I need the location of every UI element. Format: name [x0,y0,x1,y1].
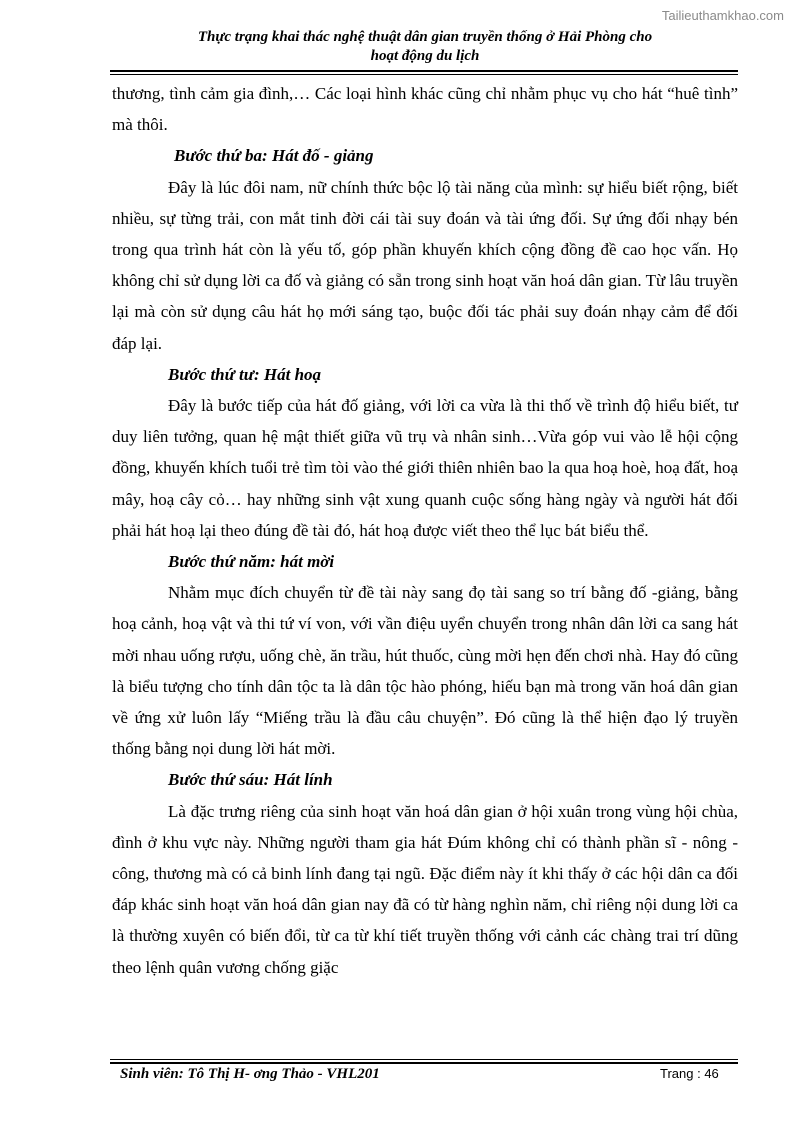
paragraph-continued: thương, tình cảm gia đình,… Các loại hình khác cũng chỉ nhằm phục vụ cho hát “huê tình” mà thôi. [112,84,738,135]
section-heading-hat-moi: Bước thứ năm: hát mời [168,552,335,572]
section-heading-hat-linh: Bước thứ sáu: Hát lính [168,770,333,790]
page-number: Trang : 46 [660,1066,719,1081]
header-title-line2: hoạt động du lịch [370,48,480,64]
section-heading-hat-hoa: Bước thứ tư: Hát hoạ [168,364,322,384]
paragraph-hat-linh: Là đặc trưng riêng của sinh hoạt văn hoá dân gian ở hội xuân trong vùng hội chùa, đình ở khu vực này. Những người tham gia hát Đúm không chỉ có thành phần sĩ - nông - công, thương mà có cả binh lính đang tại ngũ. Đặc điểm này ít khi thấy ở các hội dân ca đối đáp khác sinh hoạt văn hoá dân gian nay đã có từ hàng nghìn năm, chỉ riêng nội dung lời ca là thường xuyên có biến đổi, từ ca từ khí tiết truyền thống với cảnh các chàng trai trí dũng theo lệnh quân vương chống giặc [112,801,738,977]
running-header [110,28,740,66]
header-title-line1: Thực trạng khai thác nghệ thuật dân gian truyền thống ở Hải Phòng cho [197,29,653,45]
paragraph-hat-do-giang: Đây là lúc đôi nam, nữ chính thức bộc lộ tài năng của mình: sự hiểu biết rộng, biết nhiều, sự từng trải, con mắt tinh đời cái tài suy đoán và tài ứng đối. Sự ứng đối nhạy bén trong qua trình hát còn là yếu tố, góp phần khuyến khích cộng đồng đề cao học vấn. Họ không chỉ sử dụng lời ca đố và giảng có sẵn trong sinh hoạt văn hoá dân gian. Từ lâu truyền lại mà còn sử dụng câu hát họ mới sáng tạo, buộc đối tác phải suy đoán nhạy cảm để đối đáp lại. [112,177,738,353]
footer-rule [110,1059,738,1064]
watermark: Tailieuthamkhao.com [661,8,784,23]
header-rule [110,70,738,75]
section-heading-hat-do-giang: Bước thứ ba: Hát đố - giảng [174,146,374,166]
footer-author: Sinh viên: Tô Thị H- ơng Thảo - VHL201 [120,1066,380,1082]
paragraph-hat-moi: Nhằm mục đích chuyển từ đề tài này sang đọ tài sang so trí bằng đố -giảng, bằng hoạ cảnh, hoạ vật và thi tứ ví von, với vần điệu uyển chuyển trong nhân dân lời ca sang hát mời nhau uống rượu, uống chè, ăn trầu, hút thuốc, cùng mời hẹn đến chơi nhà. Hay đó cũng là biểu tượng cho tính dân tộc ta là dân tộc hào phóng, hiếu bạn mà trong văn hoá dân gian về ứng xử luôn lấy “Miếng trầu là đầu câu chuyện”. Đó cũng là thể hiện đạo lý truyền thống bằng nọi dung lời hát mời. [112,583,738,759]
page-body [112,78,738,983]
paragraph-hat-hoa: Đây là bước tiếp của hát đố giảng, với lời ca vừa là thi thố về trình độ hiểu biết, tư duy liên tưởng, quan hệ mật thiết giữa vũ trụ và nhân sinh…Vừa góp vui vào lễ hội cộng đồng, khuyến khích tuổi trẻ tìm tòi vào thé giới thiên nhiên bao la qua hoạ hoè, hoạ đất, hoạ mây, hoạ cây cỏ… hay những sinh vật xung quanh cuộc sống hàng ngày và người hát đối phải hát hoạ lại theo đúng đề tài đó, hát hoạ được viết theo thể lục bát biểu thể. [112,396,738,540]
